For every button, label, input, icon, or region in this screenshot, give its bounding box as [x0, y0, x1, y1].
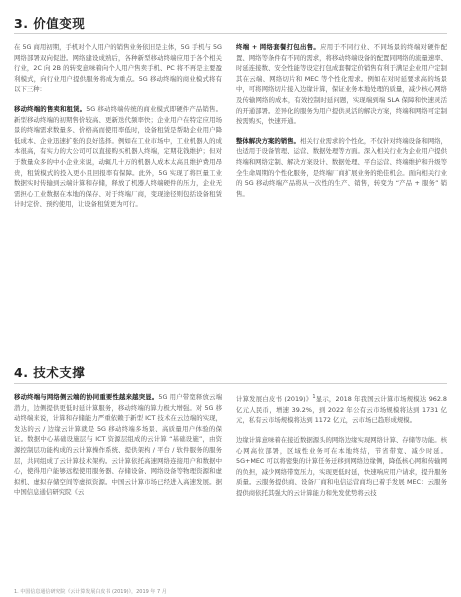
- section-4-right-column: [236, 392, 447, 507]
- solution-title: 整体解决方案的销售。: [236, 136, 300, 145]
- bundle-text: 应用于不同行业、不同场景的终端对硬件配置、网络等条件有不同的需求，将移动终端设备的配置同网络的流量速率、时延连接数、安全性能等设定打包成套餐定价销售有利于满足企业用户定制其在云端、网络切片和 MEC 等个性化需求。例如在对时延要求高的场景中，可将网络切片接入边缘计算，保证业务本地处理的质量，减少核心网络及传输网络的成本，有效控制时延问题，实现端到端 SLA 保障和快速灵活的开通部署。差异化的服务为用户提供灵活的解决方案，终端和网络可定制按需购买，快速开通。: [236, 43, 447, 126]
- cloud-text: 5G 用户带宽释放云端潜力，边侧提供更低时延计算服务，移动终端的算力极大增强。对 5G 移动终端来说，计算和存储能力严重依赖于新型 ICT 技术在云边端的实现，发达的云 / 边缘云计算就是 5G 移动终端多场景、高质量用户体验的保证。数据中心基础设施层与 ICT 资源层组成的云计算 “基础设施”，由资源控制层功能构成的云计算操作系统、提供架构 / 平台 / 软件服务的服务层，共同组成了云计算技术架构。云计算依托高速网络连接用户和数据中心，使得用户能够远程使用服务器、存储设备、网络设备等物理资源和虚拟机、虚拟存储空间等虚拟资源。中国云计算市场已经进入高速发展。据中国信息通信研究院《云: [14, 393, 222, 497]
- section-4-heading: 4. 技术支撑: [14, 365, 86, 380]
- rental-text: 5G 移动终端传统的商业模式即硬件产品销售。新型移动终端的初期售价较高、更新迭代频率快；企业用户在特定应用场景的终端需求数量多、价格高而使用率低时，设备租赁是帮助企业用户降低成本、企业迅速扩张的良好选择。例如在工业市场中，工业机器人的成本很高，有实力的大公司可以直接购买机器人终端，定期花钱维护；但对于数量众多的中小企业来说，动辄几十万的机器人成本太高且维护费用昂贵，租赁模式的投入更小且回报率有保障。此外，5G 实现了将巨量工业数据实时传输到云端计算和存储，释放了机器人终端硬件的压力，企业无需担心工业数据在本地的保存、对于终端厂商，变现途径则包括设备租赁计时定价、预约使用，让设备租赁更为可行。: [14, 104, 222, 209]
- solution-paragraph: [236, 136, 447, 200]
- section-3-right-column: [236, 42, 447, 208]
- market-text-rest: 显示，2018 年我国云计算市场规模达 962.8 亿元人民币，增速 39.2%，到 2022 年公有云市场规模将达到 1731 亿元，私有云市场规模将达到 1172 亿元，云市场已趋形成规模。: [236, 395, 447, 425]
- rental-paragraph: [14, 104, 222, 210]
- edge-paragraph: 边缘计算意味着在接近数据源头的网络边缘实现网络计算、存储等功能。核心网高位部署，区域性业务可在本地终结，节省带宽、减少时延。5G+MEC 可以将密集的计算任务迁移到网络边缘侧，降低核心网和传输网的负担，减少网络带宽压力，实现更低时延，快速响应用户请求，提升服务质量。云服务提供商、设备厂商和电信运营商均已着手发展 MEC：云服务提供商依托其强大的云计算能力和先发优势将云技: [236, 435, 447, 497]
- cloud-title: 移动终端与网络侧云端的协同重要性越来越突显。: [14, 393, 159, 401]
- section-4-divider: [14, 383, 447, 384]
- footnote: 1. 中国信息通信研究院《云计算发展白皮书 (2019)》，2019 年 7 月: [14, 589, 167, 595]
- solution-text: 相关行业需求的个性化，不仅针对终端设备和网络，也适用于设备管理、运营、数据处理等方面。深入相关行业为企业用户提供终端和网络定制、解决方案设计、数据处理、平台运营、终端维护和升级等全生命周期的个性化服务，是终端厂商扩展业务的绝佳机会。面向相关行业的 5G 移动终端产品将从一次性的生产、销售，转变为 “产品 + 服务” 销售。: [236, 136, 448, 198]
- section-3-divider: [14, 33, 447, 34]
- rental-title: 移动终端的售卖和租赁。: [14, 104, 87, 113]
- market-paragraph: [236, 392, 447, 426]
- section-3-left-column: [14, 42, 222, 219]
- section-3-intro-paragraph: 在 5G 商用初期，手机对个人用户的销售业务依旧是主体，5G 手机与 5G 网络部署双向促进。网络建设成熟后，各种新型移动终端应用于各个相关行业，2C 向 2B 的转变意味着向个人用户售卖手机、PC 将不再是主要盈利模式，向行业用户提供服务将成为重点。5G 移动终端的商业模式将有以下三种：: [14, 43, 222, 94]
- market-text: 计算发展白皮书 (2019)》: [236, 395, 313, 404]
- bundle-paragraph: [236, 42, 447, 127]
- section-4-left-column: [14, 392, 222, 507]
- cloud-paragraph: [14, 392, 222, 498]
- section-3-heading: 3. 价值变现: [14, 16, 86, 31]
- footnote-marker: 1: [312, 394, 316, 400]
- bundle-title: 终端 + 网络套餐打包出售。: [236, 43, 321, 51]
